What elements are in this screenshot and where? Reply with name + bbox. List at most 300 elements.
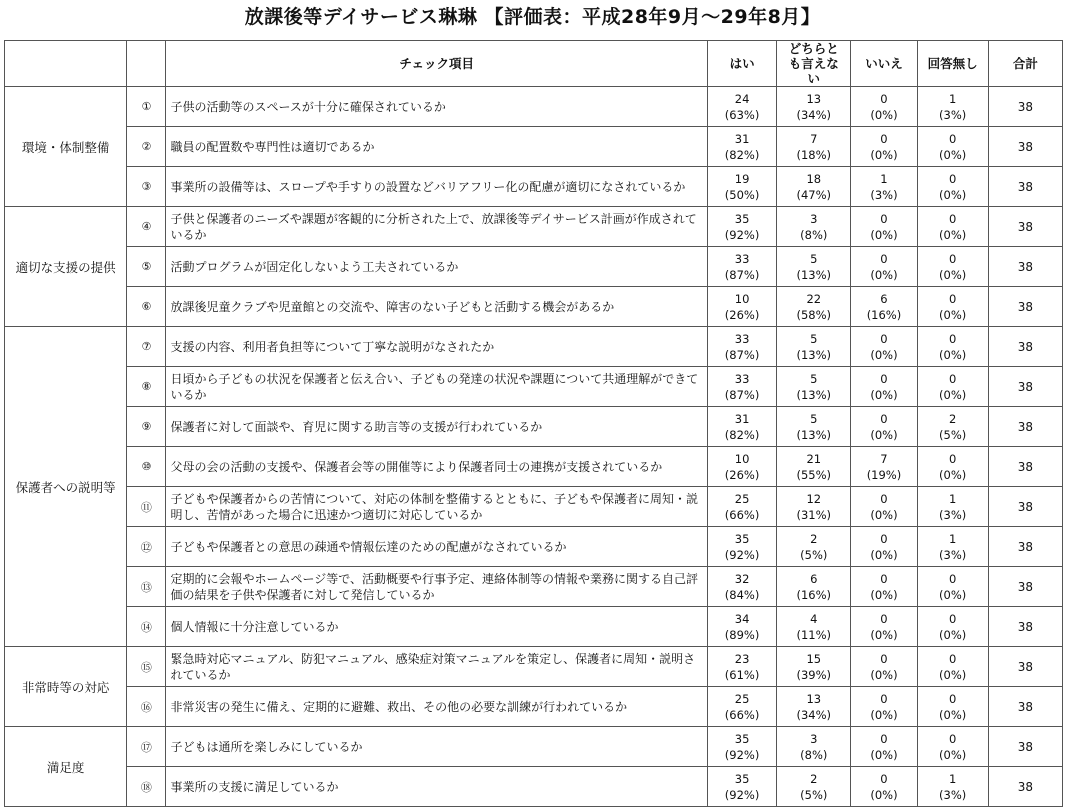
total-cell: 38 xyxy=(988,167,1062,207)
check-item-text: 子供と保護者のニーズや課題が客観的に分析された上で、放課後等デイサービス計画が作成されているか xyxy=(166,207,708,247)
no-answer-count: 1 xyxy=(948,91,957,106)
neither-count: 3 xyxy=(810,211,818,226)
no-answer-percent: (5%) xyxy=(939,427,967,442)
yes-percent: (89%) xyxy=(724,627,760,642)
no-answer-count: 0 xyxy=(948,651,957,666)
table-row xyxy=(5,527,1063,567)
no-answer-cell xyxy=(917,567,988,607)
neither-count: 7 xyxy=(810,131,818,146)
category-label: 環境・体制整備 xyxy=(5,87,127,207)
no-answer-percent: (0%) xyxy=(939,707,967,722)
neither-percent: (55%) xyxy=(796,467,832,482)
yes-cell xyxy=(707,207,776,247)
total-cell: 38 xyxy=(988,367,1062,407)
no-cell xyxy=(851,167,917,207)
header-total: 合計 xyxy=(988,41,1062,87)
check-item-text: 子どもや保護者との意思の疎通や情報伝達のための配慮がなされているか xyxy=(166,527,708,567)
category-label: 適切な支援の提供 xyxy=(5,207,127,327)
yes-percent: (87%) xyxy=(724,347,760,362)
yes-cell xyxy=(707,647,776,687)
neither-percent: (13%) xyxy=(796,427,832,442)
neither-cell xyxy=(777,87,851,127)
no-cell xyxy=(851,407,917,447)
neither-count: 5 xyxy=(810,371,818,386)
yes-cell xyxy=(707,367,776,407)
no-cell xyxy=(851,527,917,567)
header-no: いいえ xyxy=(851,41,917,87)
yes-cell xyxy=(707,407,776,447)
no-percent: (0%) xyxy=(870,267,898,282)
neither-count: 15 xyxy=(806,651,822,666)
yes-count: 35 xyxy=(734,771,750,786)
neither-cell xyxy=(777,367,851,407)
item-number: ⑩ xyxy=(127,447,166,487)
no-answer-percent: (0%) xyxy=(939,627,967,642)
neither-percent: (34%) xyxy=(796,707,832,722)
category-label: 非常時等の対応 xyxy=(5,647,127,727)
table-row xyxy=(5,447,1063,487)
neither-percent: (13%) xyxy=(796,347,832,362)
no-percent: (19%) xyxy=(866,467,902,482)
check-item-text: 定期的に会報やホームページ等で、活動概要や行事予定、連絡体制等の情報や業務に関する自己評価の結果を子供や保護者に対して発信しているか xyxy=(166,567,708,607)
no-percent: (0%) xyxy=(870,147,898,162)
item-number: ⑨ xyxy=(127,407,166,447)
yes-cell xyxy=(707,567,776,607)
total-cell: 38 xyxy=(988,767,1062,807)
no-answer-cell xyxy=(917,607,988,647)
header-neither: どちらとも言えない xyxy=(777,41,851,87)
no-answer-percent: (3%) xyxy=(939,107,967,122)
neither-count: 13 xyxy=(806,691,822,706)
total-cell: 38 xyxy=(988,567,1062,607)
neither-percent: (11%) xyxy=(796,627,832,642)
total-cell: 38 xyxy=(988,647,1062,687)
neither-cell xyxy=(777,527,851,567)
no-percent: (0%) xyxy=(870,707,898,722)
neither-percent: (5%) xyxy=(800,787,828,802)
table-row xyxy=(5,87,1063,127)
yes-cell xyxy=(707,327,776,367)
header-number-blank xyxy=(127,41,166,87)
neither-percent: (58%) xyxy=(796,307,832,322)
neither-count: 4 xyxy=(810,611,818,626)
neither-cell xyxy=(777,447,851,487)
header-yes: はい xyxy=(707,41,776,87)
item-number: ② xyxy=(127,127,166,167)
yes-percent: (66%) xyxy=(724,507,760,522)
neither-percent: (8%) xyxy=(800,747,828,762)
no-answer-percent: (3%) xyxy=(939,787,967,802)
no-cell xyxy=(851,127,917,167)
total-cell: 38 xyxy=(988,247,1062,287)
yes-percent: (92%) xyxy=(724,787,760,802)
yes-count: 33 xyxy=(734,331,750,346)
table-row xyxy=(5,367,1063,407)
yes-cell xyxy=(707,127,776,167)
no-answer-cell xyxy=(917,527,988,567)
no-count: 0 xyxy=(880,251,888,266)
no-cell xyxy=(851,247,917,287)
no-count: 0 xyxy=(880,91,888,106)
total-cell: 38 xyxy=(988,327,1062,367)
table-row xyxy=(5,647,1063,687)
no-answer-count: 0 xyxy=(948,691,957,706)
table-row xyxy=(5,287,1063,327)
neither-cell xyxy=(777,167,851,207)
yes-percent: (84%) xyxy=(724,587,760,602)
yes-cell xyxy=(707,287,776,327)
yes-count: 31 xyxy=(734,411,750,426)
neither-cell xyxy=(777,687,851,727)
item-number: ⑯ xyxy=(127,687,166,727)
no-answer-count: 1 xyxy=(948,531,957,546)
item-number: ⑪ xyxy=(127,487,166,527)
neither-percent: (8%) xyxy=(800,227,828,242)
no-percent: (0%) xyxy=(870,347,898,362)
neither-cell xyxy=(777,727,851,767)
no-answer-count: 0 xyxy=(948,291,957,306)
neither-count: 5 xyxy=(810,411,818,426)
no-answer-count: 0 xyxy=(948,251,957,266)
no-answer-percent: (3%) xyxy=(939,547,967,562)
no-answer-cell xyxy=(917,727,988,767)
no-count: 0 xyxy=(880,331,888,346)
no-answer-percent: (0%) xyxy=(939,147,967,162)
no-answer-percent: (3%) xyxy=(939,507,967,522)
neither-cell xyxy=(777,327,851,367)
no-answer-count: 0 xyxy=(948,451,957,466)
yes-count: 35 xyxy=(734,211,750,226)
no-percent: (0%) xyxy=(870,787,898,802)
yes-count: 33 xyxy=(734,251,750,266)
neither-cell xyxy=(777,407,851,447)
no-answer-cell xyxy=(917,127,988,167)
no-count: 0 xyxy=(880,731,888,746)
no-answer-count: 0 xyxy=(948,331,957,346)
total-cell: 38 xyxy=(988,607,1062,647)
check-item-text: 支援の内容、利用者負担等について丁寧な説明がなされたか xyxy=(166,327,708,367)
item-number: ⑭ xyxy=(127,607,166,647)
total-cell: 38 xyxy=(988,687,1062,727)
no-answer-cell xyxy=(917,167,988,207)
evaluation-table xyxy=(4,40,1063,807)
no-answer-percent: (0%) xyxy=(939,347,967,362)
no-answer-percent: (0%) xyxy=(939,667,967,682)
no-answer-cell xyxy=(917,647,988,687)
yes-count: 10 xyxy=(734,451,750,466)
check-item-text: 非常災害の発生に備え、定期的に避難、救出、その他の必要な訓練が行われているか xyxy=(166,687,708,727)
neither-count: 5 xyxy=(810,251,818,266)
table-row xyxy=(5,127,1063,167)
check-item-text: 子どもは通所を楽しみにしているか xyxy=(166,727,708,767)
yes-cell xyxy=(707,247,776,287)
neither-count: 12 xyxy=(806,491,822,506)
item-number: ⑱ xyxy=(127,767,166,807)
table-row xyxy=(5,767,1063,807)
neither-percent: (5%) xyxy=(800,547,828,562)
category-label: 保護者への説明等 xyxy=(5,327,127,647)
neither-percent: (16%) xyxy=(796,587,832,602)
yes-count: 31 xyxy=(734,131,750,146)
total-cell: 38 xyxy=(988,287,1062,327)
no-answer-count: 0 xyxy=(948,611,957,626)
yes-percent: (87%) xyxy=(724,387,760,402)
no-answer-count: 0 xyxy=(948,171,957,186)
neither-percent: (47%) xyxy=(796,187,832,202)
no-answer-cell xyxy=(917,207,988,247)
neither-cell xyxy=(777,767,851,807)
header-category-blank xyxy=(5,41,127,87)
total-cell: 38 xyxy=(988,87,1062,127)
neither-cell xyxy=(777,127,851,167)
no-count: 0 xyxy=(880,371,888,386)
neither-cell xyxy=(777,567,851,607)
item-number: ⑮ xyxy=(127,647,166,687)
no-percent: (0%) xyxy=(870,587,898,602)
no-answer-percent: (0%) xyxy=(939,227,967,242)
yes-percent: (87%) xyxy=(724,267,760,282)
check-item-text: 緊急時対応マニュアル、防犯マニュアル、感染症対策マニュアルを策定し、保護者に周知・説明されているか xyxy=(166,647,708,687)
no-percent: (0%) xyxy=(870,627,898,642)
yes-cell xyxy=(707,447,776,487)
yes-count: 32 xyxy=(734,571,750,586)
check-item-text: 個人情報に十分注意しているか xyxy=(166,607,708,647)
no-answer-cell xyxy=(917,687,988,727)
no-answer-cell xyxy=(917,367,988,407)
yes-percent: (63%) xyxy=(724,107,760,122)
neither-count: 2 xyxy=(810,771,818,786)
no-count: 0 xyxy=(880,691,888,706)
check-item-text: 事業所の設備等は、スロープや手すりの設置などバリアフリー化の配慮が適切になされているか xyxy=(166,167,708,207)
no-answer-cell xyxy=(917,407,988,447)
item-number: ⑬ xyxy=(127,567,166,607)
yes-count: 24 xyxy=(734,91,750,106)
no-cell xyxy=(851,367,917,407)
no-cell xyxy=(851,607,917,647)
check-item-text: 事業所の支援に満足しているか xyxy=(166,767,708,807)
table-row xyxy=(5,727,1063,767)
no-answer-percent: (0%) xyxy=(939,467,967,482)
neither-count: 5 xyxy=(810,331,818,346)
neither-count: 22 xyxy=(806,291,822,306)
no-answer-count: 0 xyxy=(948,371,957,386)
neither-cell xyxy=(777,207,851,247)
no-cell xyxy=(851,727,917,767)
no-answer-count: 2 xyxy=(948,411,957,426)
no-percent: (3%) xyxy=(870,187,898,202)
no-count: 6 xyxy=(880,291,888,306)
item-number: ⑰ xyxy=(127,727,166,767)
yes-percent: (92%) xyxy=(724,547,760,562)
check-item-text: 職員の配置数や専門性は適切であるか xyxy=(166,127,708,167)
no-count: 0 xyxy=(880,491,888,506)
yes-count: 25 xyxy=(734,691,750,706)
neither-cell xyxy=(777,647,851,687)
yes-count: 34 xyxy=(734,611,750,626)
table-row xyxy=(5,247,1063,287)
no-answer-percent: (0%) xyxy=(939,747,967,762)
check-item-text: 子どもや保護者からの苦情について、対応の体制を整備するとともに、子どもや保護者に周知・説明し、苦情があった場合に迅速かつ適切に対応しているか xyxy=(166,487,708,527)
no-answer-count: 0 xyxy=(948,211,957,226)
header-check-item: チェック項目 xyxy=(166,41,708,87)
no-count: 0 xyxy=(880,611,888,626)
no-answer-cell xyxy=(917,287,988,327)
yes-percent: (61%) xyxy=(724,667,760,682)
yes-count: 10 xyxy=(734,291,750,306)
neither-cell xyxy=(777,607,851,647)
no-cell xyxy=(851,207,917,247)
no-count: 0 xyxy=(880,131,888,146)
no-percent: (16%) xyxy=(866,307,902,322)
no-count: 0 xyxy=(880,411,888,426)
page-title: 放課後等デイサービス琳琳 【評価表：平成28年9月～29年8月】 xyxy=(244,6,821,28)
total-cell: 38 xyxy=(988,447,1062,487)
yes-count: 19 xyxy=(734,171,750,186)
table-row xyxy=(5,567,1063,607)
no-cell xyxy=(851,767,917,807)
neither-count: 3 xyxy=(810,731,818,746)
header-no-answer: 回答無し xyxy=(917,41,988,87)
no-percent: (0%) xyxy=(870,227,898,242)
item-number: ⑤ xyxy=(127,247,166,287)
neither-percent: (18%) xyxy=(796,147,832,162)
no-answer-percent: (0%) xyxy=(939,267,967,282)
table-row xyxy=(5,687,1063,727)
table-row xyxy=(5,327,1063,367)
no-cell xyxy=(851,687,917,727)
item-number: ⑧ xyxy=(127,367,166,407)
yes-percent: (82%) xyxy=(724,427,760,442)
total-cell: 38 xyxy=(988,527,1062,567)
yes-percent: (26%) xyxy=(724,467,760,482)
table-row xyxy=(5,487,1063,527)
no-cell xyxy=(851,87,917,127)
yes-cell xyxy=(707,487,776,527)
no-answer-count: 1 xyxy=(948,491,957,506)
no-percent: (0%) xyxy=(870,547,898,562)
total-cell: 38 xyxy=(988,127,1062,167)
no-count: 0 xyxy=(880,771,888,786)
check-item-text: 子供の活動等のスペースが十分に確保されているか xyxy=(166,87,708,127)
no-answer-cell xyxy=(917,487,988,527)
neither-count: 13 xyxy=(806,91,822,106)
yes-percent: (82%) xyxy=(724,147,760,162)
no-percent: (0%) xyxy=(870,387,898,402)
neither-percent: (31%) xyxy=(796,507,832,522)
no-cell xyxy=(851,327,917,367)
no-answer-cell xyxy=(917,87,988,127)
yes-cell xyxy=(707,727,776,767)
neither-percent: (39%) xyxy=(796,667,832,682)
neither-count: 21 xyxy=(806,451,822,466)
total-cell: 38 xyxy=(988,727,1062,767)
yes-percent: (26%) xyxy=(724,307,760,322)
no-count: 0 xyxy=(880,651,888,666)
yes-count: 23 xyxy=(734,651,750,666)
neither-percent: (13%) xyxy=(796,387,832,402)
yes-count: 35 xyxy=(734,731,750,746)
no-count: 0 xyxy=(880,571,888,586)
no-answer-count: 0 xyxy=(948,131,957,146)
item-number: ④ xyxy=(127,207,166,247)
table-row xyxy=(5,607,1063,647)
no-cell xyxy=(851,287,917,327)
no-count: 0 xyxy=(880,531,888,546)
category-label: 満足度 xyxy=(5,727,127,807)
no-answer-cell xyxy=(917,767,988,807)
check-item-text: 放課後児童クラブや児童館との交流や、障害のない子どもと活動する機会があるか xyxy=(166,287,708,327)
yes-cell xyxy=(707,607,776,647)
item-number: ⑥ xyxy=(127,287,166,327)
yes-count: 35 xyxy=(734,531,750,546)
no-answer-cell xyxy=(917,327,988,367)
no-percent: (0%) xyxy=(870,107,898,122)
no-percent: (0%) xyxy=(870,427,898,442)
no-answer-percent: (0%) xyxy=(939,187,967,202)
neither-cell xyxy=(777,487,851,527)
no-percent: (0%) xyxy=(870,667,898,682)
no-cell xyxy=(851,487,917,527)
neither-count: 2 xyxy=(810,531,818,546)
no-count: 0 xyxy=(880,211,888,226)
yes-cell xyxy=(707,87,776,127)
check-item-text: 活動プログラムが固定化しないよう工夫されているか xyxy=(166,247,708,287)
check-item-text: 父母の会の活動の支援や、保護者会等の開催等により保護者同士の連携が支援されているか xyxy=(166,447,708,487)
no-count: 1 xyxy=(880,171,888,186)
neither-cell xyxy=(777,287,851,327)
yes-cell xyxy=(707,527,776,567)
item-number: ⑦ xyxy=(127,327,166,367)
neither-percent: (13%) xyxy=(796,267,832,282)
check-item-text: 日頃から子どもの状況を保護者と伝え合い、子どもの発達の状況や課題について共通理解ができているか xyxy=(166,367,708,407)
yes-count: 33 xyxy=(734,371,750,386)
yes-cell xyxy=(707,167,776,207)
no-percent: (0%) xyxy=(870,507,898,522)
table-row xyxy=(5,167,1063,207)
neither-percent: (34%) xyxy=(796,107,832,122)
no-answer-percent: (0%) xyxy=(939,387,967,402)
total-cell: 38 xyxy=(988,207,1062,247)
yes-percent: (92%) xyxy=(724,747,760,762)
yes-cell xyxy=(707,767,776,807)
no-percent: (0%) xyxy=(870,747,898,762)
yes-percent: (66%) xyxy=(724,707,760,722)
no-answer-percent: (0%) xyxy=(939,587,967,602)
no-answer-count: 0 xyxy=(948,731,957,746)
table-row xyxy=(5,407,1063,447)
no-answer-count: 1 xyxy=(948,771,957,786)
no-answer-cell xyxy=(917,447,988,487)
yes-percent: (50%) xyxy=(724,187,760,202)
neither-count: 6 xyxy=(810,571,818,586)
no-cell xyxy=(851,647,917,687)
table-header-row xyxy=(5,41,1063,87)
no-cell xyxy=(851,447,917,487)
no-count: 7 xyxy=(880,451,888,466)
check-item-text: 保護者に対して面談や、育児に関する助言等の支援が行われているか xyxy=(166,407,708,447)
table-row xyxy=(5,207,1063,247)
item-number: ③ xyxy=(127,167,166,207)
total-cell: 38 xyxy=(988,407,1062,447)
neither-cell xyxy=(777,247,851,287)
yes-percent: (92%) xyxy=(724,227,760,242)
no-answer-cell xyxy=(917,247,988,287)
no-answer-percent: (0%) xyxy=(939,307,967,322)
neither-count: 18 xyxy=(806,171,822,186)
no-answer-count: 0 xyxy=(948,571,957,586)
yes-cell xyxy=(707,687,776,727)
yes-count: 25 xyxy=(734,491,750,506)
